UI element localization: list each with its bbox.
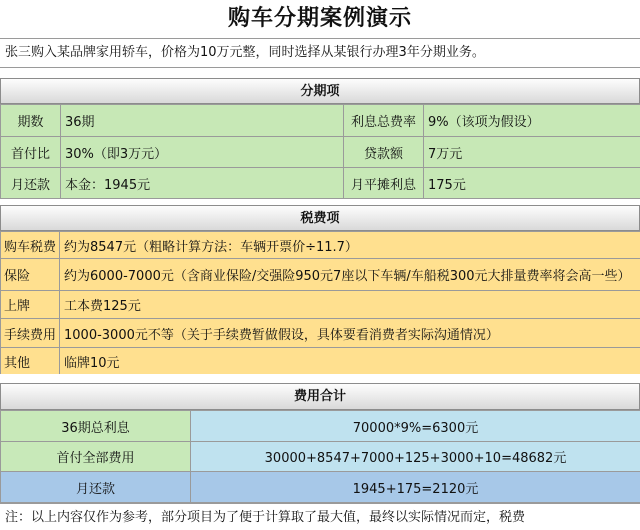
- summary-row: [1, 442, 640, 472]
- tax-value: 约为8547元（粗略计算方法：车辆开票价÷11.7）: [60, 232, 640, 259]
- summary-label: 月还款: [1, 472, 191, 503]
- tax-value: 临牌10元: [60, 348, 640, 375]
- tax-row: [1, 291, 640, 319]
- tax-value: 1000-3000元不等（关于手续费暂做假设，具体要看消费者实际沟通情况）: [60, 319, 640, 348]
- installment-value: 7万元: [424, 137, 640, 168]
- tax-label: 上牌: [1, 291, 60, 319]
- installment-value: 175元: [424, 168, 640, 199]
- installment-value: 36期: [61, 105, 344, 137]
- footnote: 注：以上内容仅作为参考，部分项目为了便于计算取了最大值，最终以实际情况而定，税费: [0, 503, 640, 530]
- tax-label: 购车税费: [1, 232, 60, 259]
- installment-label: 期数: [1, 105, 61, 137]
- tax-value: 约为6000-7000元（含商业保险/交强险950元7座以下车辆/车船税300元大排量费率将会高一些）: [60, 259, 640, 291]
- summary-value: 70000*9%=6300元: [191, 411, 640, 442]
- installment-label: 首付比: [1, 137, 61, 168]
- tax-row: [1, 319, 640, 348]
- tax-heading: 税费项: [0, 205, 640, 231]
- tax-label: 手续费用: [1, 319, 60, 348]
- summary-value: 30000+8547+7000+125+3000+10=48682元: [191, 442, 640, 472]
- tax-label: 其他: [1, 348, 60, 375]
- tax-label: 保险: [1, 259, 60, 291]
- summary-heading: 费用合计: [0, 383, 640, 410]
- installment-label: 月还款: [1, 168, 61, 199]
- tax-row: [1, 259, 640, 291]
- installment-row: [1, 168, 640, 199]
- installment-value: 9%（该项为假设）: [424, 105, 640, 137]
- installment-row: [1, 105, 640, 137]
- installment-value: 30%（即3万元）: [61, 137, 344, 168]
- installment-row: [1, 137, 640, 168]
- installment-label: 利息总费率: [344, 105, 424, 137]
- installment-table: [0, 104, 640, 199]
- summary-row: [1, 472, 640, 503]
- tax-row: [1, 348, 640, 375]
- installment-label: 贷款额: [344, 137, 424, 168]
- page-title: 购车分期案例演示: [0, 0, 640, 39]
- summary-value: 1945+175=2120元: [191, 472, 640, 503]
- tax-value: 工本费125元: [60, 291, 640, 319]
- installment-label: 月平摊利息: [344, 168, 424, 199]
- summary-row: [1, 411, 640, 442]
- tax-table: [0, 231, 640, 375]
- installment-value: 本金：1945元: [61, 168, 344, 199]
- summary-label: 36期总利息: [1, 411, 191, 442]
- tax-row: [1, 232, 640, 259]
- case-intro: 张三购入某品牌家用轿车，价格为10万元整，同时选择从某银行办理3年分期业务。: [0, 38, 640, 68]
- summary-table: [0, 410, 640, 503]
- summary-label: 首付全部费用: [1, 442, 191, 472]
- installment-heading: 分期项: [0, 78, 640, 104]
